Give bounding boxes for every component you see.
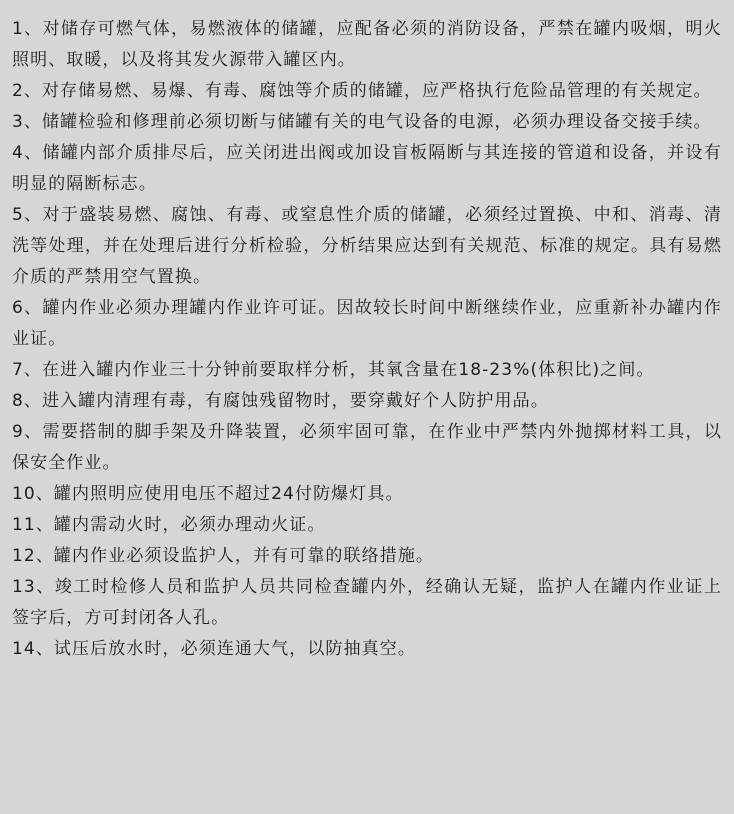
rule-paragraph-1: 1、对储存可燃气体，易燃液体的储罐，应配备必须的消防设备，严禁在罐内吸烟，明火照明、取暖，以及将其发火源带入罐区内。	[12, 19, 722, 70]
rule-paragraph-9: 9、需要搭制的脚手架及升降装置，必须牢固可靠，在作业中严禁内外抛掷材料工具，以保安全作业。	[12, 422, 722, 473]
rule-paragraph-8: 8、进入罐内清理有毒，有腐蚀残留物时，要穿戴好个人防护用品。	[12, 391, 549, 411]
rule-paragraph-10: 10、罐内照明应使用电压不超过24付防爆灯具。	[12, 484, 404, 504]
rule-paragraph-6: 6、罐内作业必须办理罐内作业许可证。因故较长时间中断继续作业，应重新补办罐内作业证。	[12, 298, 722, 349]
rule-paragraph-3: 3、储罐检验和修理前必须切断与储罐有关的电气设备的电源，必须办理设备交接手续。	[12, 112, 712, 132]
rule-paragraph-14: 14、试压后放水时，必须连通大气，以防抽真空。	[12, 639, 416, 659]
rule-paragraph-11: 11、罐内需动火时，必须办理动火证。	[12, 515, 326, 535]
rule-paragraph-13: 13、竣工时检修人员和监护人员共同检查罐内外，经确认无疑，监护人在罐内作业证上签字后，方可封闭各人孔。	[12, 577, 722, 628]
rule-paragraph-12: 12、罐内作业必须设监护人，并有可靠的联络措施。	[12, 546, 435, 566]
rule-paragraph-5: 5、对于盛装易燃、腐蚀、有毒、或窒息性介质的储罐，必须经过置换、中和、消毒、清洗等处理，并在处理后进行分析检验，分析结果应达到有关规范、标准的规定。具有易燃介质的严禁用空气置换。	[12, 205, 722, 287]
rule-paragraph-7: 7、在进入罐内作业三十分钟前要取样分析，其氧含量在18-23%(体积比)之间。	[12, 360, 655, 380]
rule-paragraph-4: 4、储罐内部介质排尽后，应关闭进出阀或加设盲板隔断与其连接的管道和设备，并设有明显的隔断标志。	[12, 143, 722, 194]
rule-paragraph-2: 2、对存储易燃、易爆、有毒、腐蚀等介质的储罐，应严格执行危险品管理的有关规定。	[12, 81, 712, 101]
